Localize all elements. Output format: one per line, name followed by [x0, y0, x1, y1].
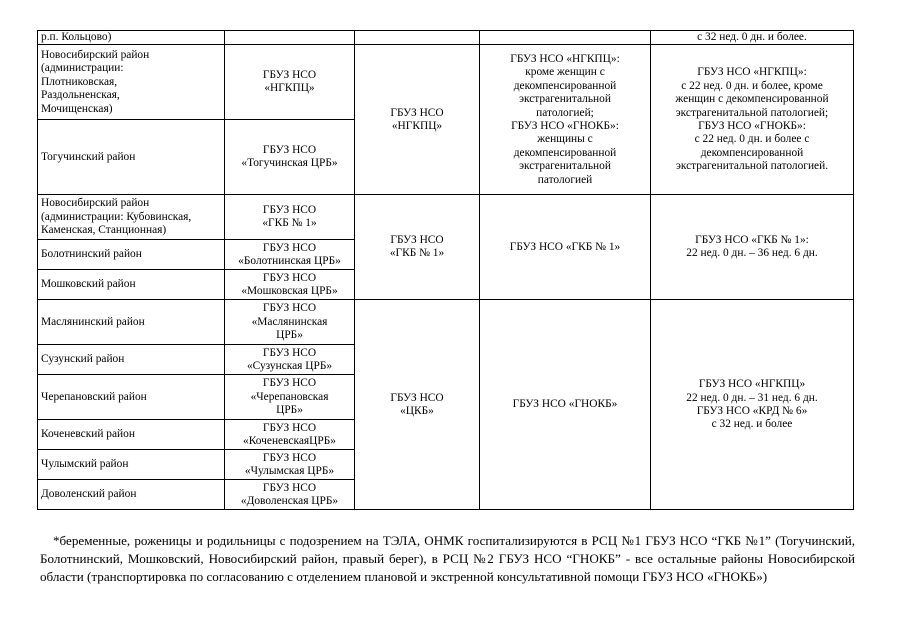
term-cell: с 32 нед. 0 дн. и более. — [651, 31, 854, 45]
first-level-cell: ГБУЗ НСО «Маслянинская ЦРБ» — [225, 300, 355, 345]
district-cell: Тогучинский район — [38, 120, 225, 195]
first-level-cell: ГБУЗ НСО «НГКПЦ» — [225, 45, 355, 120]
district-cell: Болотнинский район — [38, 240, 225, 270]
term-cell: ГБУЗ НСО «НГКПЦ»: с 22 нед. 0 дн. и более, кроме женщин с декомпенсированной экстрагенитальной патологией; ГБУЗ НСО «ГНОКБ»: с 22 нед. 0 дн. и более с декомпенсированной экстрагенитальной патологией. — [651, 45, 854, 195]
term-cell: ГБУЗ НСО «НГКПЦ» 22 нед. 0 дн. – 31 нед. 6 дн. ГБУЗ НСО «КРД № 6» с 32 нед. и более — [651, 300, 854, 510]
district-cell: Новосибирский район (администрации: Плотниковская, Раздольненская, Мочищенская) — [38, 45, 225, 120]
district-cell: Доволенский район — [38, 480, 225, 510]
footnote: *беременные, роженицы и родильницы с подозрением на ТЭЛА, ОНМК госпитализируются в РСЦ №1 ГБУЗ НСО “ГКБ №1” (Тогучинский, Болотнинский, Мошковский, Новосибирский район, правый берег), в РСЦ №2 ГБУЗ НСО “ГНОКБ” - все остальные районы Новосибирской области (транспортировка по согласованию с отделением плановой и экстренной консультативной помощи ГБУЗ НСО «ГНОКБ») — [40, 533, 855, 585]
district-cell: Сузунский район — [38, 345, 225, 375]
routing-table — [37, 30, 854, 510]
rsc-cell: ГБУЗ НСО «НГКПЦ» — [355, 45, 480, 195]
table-row — [38, 31, 854, 45]
first-level-cell: ГБУЗ НСО «ГКБ № 1» — [225, 195, 355, 240]
table-row — [38, 300, 854, 345]
first-level-cell: ГБУЗ НСО «Доволенская ЦРБ» — [225, 480, 355, 510]
first-level-cell — [225, 31, 355, 45]
referral-cell — [480, 31, 651, 45]
first-level-cell: ГБУЗ НСО «Черепановская ЦРБ» — [225, 375, 355, 420]
district-cell: Коченевский район — [38, 420, 225, 450]
table-row — [38, 45, 854, 120]
first-level-cell: ГБУЗ НСО «КоченевскаяЦРБ» — [225, 420, 355, 450]
rsc-cell — [355, 31, 480, 45]
district-cell: Чулымский район — [38, 450, 225, 480]
rsc-cell: ГБУЗ НСО «ГКБ № 1» — [355, 195, 480, 300]
district-cell: Мошковский район — [38, 270, 225, 300]
district-cell: Черепановский район — [38, 375, 225, 420]
first-level-cell: ГБУЗ НСО «Болотнинская ЦРБ» — [225, 240, 355, 270]
district-cell: Новосибирский район (администрации: Кубовинская, Каменская, Станционная) — [38, 195, 225, 240]
first-level-cell: ГБУЗ НСО «Тогучинская ЦРБ» — [225, 120, 355, 195]
district-cell: Маслянинский район — [38, 300, 225, 345]
first-level-cell: ГБУЗ НСО «Мошковская ЦРБ» — [225, 270, 355, 300]
referral-cell: ГБУЗ НСО «ГНОКБ» — [480, 300, 651, 510]
first-level-cell: ГБУЗ НСО «Чулымская ЦРБ» — [225, 450, 355, 480]
first-level-cell: ГБУЗ НСО «Сузунская ЦРБ» — [225, 345, 355, 375]
referral-cell: ГБУЗ НСО «ГКБ № 1» — [480, 195, 651, 300]
rsc-cell: ГБУЗ НСО «ЦКБ» — [355, 300, 480, 510]
term-cell: ГБУЗ НСО «ГКБ № 1»: 22 нед. 0 дн. – 36 нед. 6 дн. — [651, 195, 854, 300]
referral-cell: ГБУЗ НСО «НГКПЦ»: кроме женщин с декомпенсированной экстрагенитальной патологией; ГБУЗ НСО «ГНОКБ»: женщины с декомпенсированной экстрагенитальной патологией — [480, 45, 651, 195]
table-row — [38, 195, 854, 240]
district-cell: р.п. Кольцово) — [38, 31, 225, 45]
